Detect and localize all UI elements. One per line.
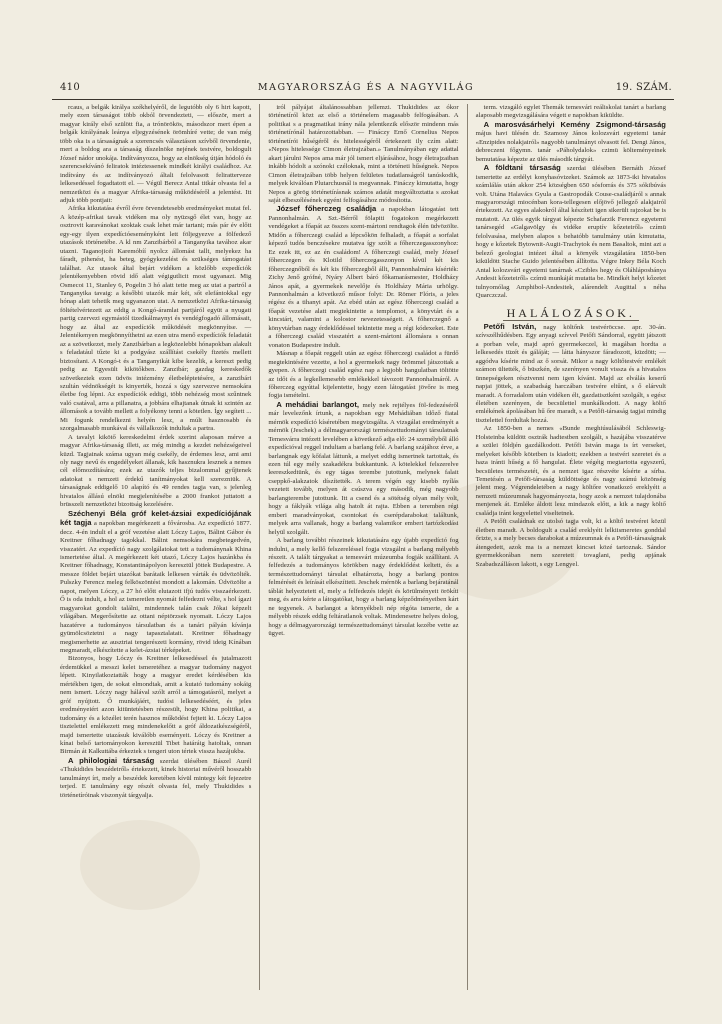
paragraph-text: nagy költőnk testvéröccse. apr. 30-án. szívszélhűdésben. Egy anyagi szívvel Petőfi Sándorral, együtt játszott a porban vele, majd apró gyermekeczel, ki magában hordta a lelkesedés tüzét és gáláját; — látta hányszor fáradozott, küzdött; — aggódva kísérte mind az ő sorsát. Mikor a nagy költőtestvér emlékét számon ültették, ő büszkén, de szerényen vonult vissza és a hivatalos ünnepségeken résztvenni nem igen kívánt. Majd az elválás keserű napjai jöttek, a szabadság harczában testvére eltűnt, s ő elárvult maradt. A forradalom után vidéken élt, gazdatisztként szolgált, s egész életében szerényen, de becsülettel munkálkodott. A nagy költő emlékének ápolásában hű őre maradt, s a Petőfi-társaság tagjai mindig tisztelettel fordultak hozzá.: [475, 323, 666, 424]
journal-title: MAGYARORSZÁG ÉS A NAGYVILÁG: [257, 82, 475, 93]
paragraph-text: A Petőfi családnak ez utolsó tagja volt, ki a költő testvérei közül életben maradt. A boldogult a család ereklyéit lelkiismeretes gonddal őrizte, s a mely becses darabokat a múzeumnak és a Petőfi-társaságnak átengedett, azok ma is a nemzet kincsei közé tartoznak. Sándor gyermekkorában nem szeretett tovaglani, pedig apjának Szabadszálláson lakott, s egy Lengyel.: [475, 518, 666, 568]
paragraph-text: rcaus, a belgák királya székhelyéről, de legutóbb oly 6 hirt kapott, mely ezen társaságot több okból örvendezteti, — először, mert a magyar király első szülött fia, a trónörökös, másodszor mert épen a belgák királyának leánya eljegyzésének örömhíré vette; de van még több oka is a társaságnak a szerencsés választáson szívből örvendenie, mert a boldog ara a társaság díszelnöke nejének testvére, boldogult József nádor unokája. Indítványozza, hogy az elnökség útján hódoló és szerencsekívánó feliratok intéztessenek mindkét királyi családhoz. Az indítvány és az indítványozó általi felolvasott feliratterveze lelkesedéssel fogadtatott el. — Végül Berecz Antal titkár olvasta fel a nemzetközi és a magyar Afrika-társaság működéséről a jelentést. Itt adjuk több pontjait:: [60, 104, 252, 204]
paragraph-text: Afrika kikutatása évről évre örvendetesebb eredményeket mutat fel. A közép-afrikai tavak vidéken ma oly nyüzsgő élet van, hogy az osztrovit karavánokat szoktak csak lehet már tartani; más pár év előtt egy-egy ilyen expedícióeseményként lett följegyezve a fölfedező utazások történetébe. A kl nm Zanzibárból a Tanganyika tavához akar utazni. Taganojicéi Karemóbíí nyolcz állomást tallt, melyekez ha fáradt, pihenést, ha beteg, gyógykezelést és szükséges támogatást találhat. Az utasok által bejárt vidéken a közlőbb expedíciók jelentékenyebben rövid idő alatt végigutlicit most ugyanazt. Mig Osmecoi 11, Stanley 6, Pogelin 3 hó alatt tette meg az utat a partról a Tanganyika tavaig: a későbbi utazók már két, sőt elefántokkal egy hónap alatt tehetik meg ugyanazon utat. A nemzetközi Afrika-társaság föltételvértezett az eddig a Kongó-áramlat partjáról együt a nyugati partig czervezi egymástól tizedkálmaynyi és vendégfogadó állomásait, hogy az által az expedíciók működését megkönnyítse. — Jelentékenyen megkönnyíthetni az ezen utra menő expedíciók feladatát az a szövetkezet, mely Zanzibárban a legközelebbi hónapokban alakult s feladatául tűzte ki a podgyász szállítást csekély fizetés mellett biztosítani. A Kongó-t és a Tanganyikát kibe kezelik, a kereszt pedig pedig az Egyesült kikötőkben. Zanzibár; gazdag kereskedők szövetkeztek ezen üdvös intézmény életbeléptetésére, a zanzibári szultán védnökségét is kinyerték, hozzá s úgy szervezve nemsokára életbe fog lépni. Az expedíciók eddigi, több nehézség most szűntnek való csatával, arra a pillanatra, a jobbára elhajtanak útnak ki szintén az állomások a tovább mellett a folyékony tenni a kötetlen. Így segített ... Mi fogunk rendelkezni helyén lesz, a múlt hasznosabb és szorgalmasabb munkával és vállalkozók indultak a partra.: [60, 205, 252, 433]
article-paragraph: [60, 104, 251, 205]
column-1: [52, 104, 259, 990]
article-paragraph: [60, 655, 251, 756]
article-subheading: A marosvásárhelyi Kemény Zsigmond-társaság: [483, 119, 666, 129]
section-heading: [476, 306, 666, 321]
article-paragraph: [476, 164, 666, 300]
article-paragraph: [476, 121, 666, 164]
article-paragraph: [268, 537, 458, 638]
article-paragraph: [476, 518, 666, 569]
paragraph-text: a napokban látogatást tett Pannonhalmán. A Szt.-Bérről fölapiti fogatokon megérkezett vendégeket a főapát az összes szent-mártoni rendtagok élén üdvözölte. Midőn a főherczegi család a lépcsőkön felhaladt, a főapát a sorfalat képező tudós benczésekre mutatva így szólt a főherczegasszonyhoz: Ez ezek itt, ez az én családom! A főherczegi család, mely József főherczegen és Klotild főherczegasszonyon kívül két kis főherczegnőből és két kis főherczegből állt, Pannonhalmára kísérték: Zichy Jenő grófné, Nyáry Albert báró főkamarásmester, Holdházy János apát, a gyermekek nevelője és Holdházy Mária urhölgy. Pannonhalmán a következő műsor folyt: Dr. Römer Flóris, a jeles régész és a tihanyi apát. Az ebéd után az egész főherczegi család a főapát vezetése alatt megtekintette a templomot, a könyvtárt és a kincstárt, valamint a kolostor nevezetességeit. A főherczegnő a könyvtárban nagy érdeklődéssel tekintette meg a régi kódexeket. Este a főherczegi család visszatért a szent-mártoni állomásra s onnan vonaton Budapestre indult.: [268, 206, 459, 349]
article-subheading: Petőfi István,: [483, 321, 537, 331]
article-subheading: A philologiai társaság: [68, 755, 155, 765]
header-rule: [52, 99, 674, 100]
article-columns: [52, 104, 674, 990]
paragraph-text: Bizonyos, hogy Lóczy és Kreitner lelkesedéssel és jutalmazott érdemükkel a messzi kelet ismeretéhez a magyar tudomány nagyot lépett. Kinyilatkoztatták hogy a magyar eredet kérdésében kis mértékben igen, de sokat elmondtak, amit a kutató tudomány sokáig nem ismert. Lóczy nagy hálával szólt arról a támogatásról, melyet a gróf nyújtott. Ő munkájáért, tudósi lelkesedéséért, és jeles eredményeiért azon kitüntetésben részesült, hogy Khina politikai, a tudomány és a közélet terén hasznos működést fejtett ki. Lóczy Lajos tisztelettel emlékezett meg mindenekelőtt a gróf áldozatkészségéről, majd ismertette utazásuk kiválóbb eseményeit. Lóczy és Kreitner a kínai belső tartományokon keresztül Tibet határáig hatoltak, onnan Birmán át Kalkuttába érkeztek s tengeri uton tértek vissza hazájukba.: [60, 655, 252, 756]
article-paragraph: [60, 757, 251, 800]
paragraph-text: A barlang további részeinek kikutatására egy újabb expedíció fog indulni, a mely kellő felszereléssel fogja vizsgálni a barlang mélyebb részeit. A talált tárgyakat a temesvári múzeumba fogják szállítani. A felfedezés a tudományos körökben nagy érdeklődést keltett, és a természettudományi társulat elhatározta, hogy a barlang pontos felmérését és leírását elkészítteti. Jeschek mérnök a barlang bejáratánál táblát helyeztetett el, mely a felfedezés idejét és körülményeit örökíti meg, és arra kérte a látogatókat, hogy a barlang képződményeiben kárt ne tegyenek. A barlangot a környékbeli nép régóta ismerte, de a mélyebb részek eddig feltáratlanok voltak. Mindenesetre helyes dolog, hogy a délmagyarországi természettudományi társulat kezébe vette az ügyet.: [268, 537, 459, 638]
section-heading-text: HALÁLOZÁSOK.: [503, 306, 639, 321]
article-paragraph: [60, 205, 251, 433]
article-paragraph: [268, 401, 458, 537]
paragraph-text: szerdai ülésében Bászel Aurél «Thukidides beszédeiről» értekezett, kinek historiai művéről hosszabb tanulmányt írt, mely a beszédek keretében kívül mintegy két fejezetre terjed. E tanulmány egy részét olvasta fel, mely Thukidides s történetíróinak viszonyát tárgyalja.: [60, 757, 252, 799]
article-subheading: Széchenyi Béla gróf kelet-ázsiai expedíciójának két tagja: [60, 508, 252, 528]
page-number: 410: [60, 82, 80, 93]
issue-number: 19. SZÁM.: [615, 82, 672, 93]
paragraph-text: Másnap a főapát reggeli után az egész főherczegi családot a fürdő megtekintésére vezette, a hol a gyermekek nagy örömmel játszottak a gyepen. A főherczegi család egész nap a legjobb hangulatban töltötte az időt és a legkellemesebb emlékekkel távozott Pannonhalmáról. A főherczeg egyúttal kijelentette, hogy ezen látogatást jövőre is meg fogja ismételni.: [268, 350, 459, 400]
column-3: [467, 104, 674, 990]
article-paragraph: [476, 425, 666, 518]
article-paragraph: [60, 434, 251, 510]
article-paragraph: [476, 323, 666, 425]
paragraph-text: szerdai ülésében Bernáth József ismertette az erdélyi konyhasóvizeket. Számok az 1873-iki hivatalos számlálás után akkor 254 községben 650 sósforrás és 375 sókibúvás volt. Utána Halavács Gyula a Gastropodák Couse-családjáról s annak magyarországi miocénban kora-tellegesen előjövő jellegző alakjairól értekezett. Az egyes alakokról által készített igen sikerült rajzokat be is mutatott. Az ülés egyik tárgyat képezte Schafarzik Ferencz egyetemi tanársegéd «Galgavölgy és vidéke eruptív kőzeteiről» czímü felolvasása, melyben alapos s behatóbb tanulmány után kimutatta, hogy e kőzetek Bytownit-Augit-Trachytok és nem Basaltok, mint azt a belező geologiai intézet által a környék vizsgálatára 1850-ben kiküldött Stache Guido jelentésében állította. Végre Inkey Béla Koch Antal kolozsvári egyetemi tanárnak «Czibles hegy és Oláhláposbánya Andesit kőzeteiről» czímü munkáját mutatta be. Mindkét helyi kőzetet tulnyomólag Amphibol-Andesitek, alárendelt Augittal s néha Quarczczal.: [475, 165, 666, 299]
paragraph-text: iról pályájat általánossabban jellemzi. Thukidides az ókor történetíról közt az első a történelem magasabb felfogásában. A politikai s a pragmatikai irány nála jelentkezik először mindenn más történetírónál határozottabban. — Fináczy Ernő Cornelius Nepos történetírói hűségéről és hitelességéről értekezett ily czím alatt: «Nepos hitelessége Cimon életrajzában.» Tanulmányában egy adattal akart járulni Nepos ama már jól ismert eljárásához, hogy életrajzaiban inkább hódolt a szónoki czéloknak, mint a történeti hűségnek. Nepos Cimon életrajzában több helyen felületes tudatlanságról tanúskodik, melyek kiválóan Plutarchusnál is megvannak. Fináczy kimutatta, hogy Nepos a görög történetírásnak számos adatát megváltoztatta s azokat saját elbeszélésének egyéni felfogásához módosította.: [268, 104, 459, 204]
column-2: [259, 104, 466, 990]
paragraph-text: A tavalyi kikötő kereskedelmi érdek szerint alaposan mérve a magyar Afrika-társaság illeti, az még mindig a kezdet nehézségeivel küzd. Tagjainak száma ugyan még csekély, de érdemes lesz, ami ami oly nagy nevű és engedélyeket állanak, kik hasznukra lesznek a nemes cél előmozdítására; ezek az utazók teljes bizalommal gyűjtenek adatokat s nemzeti érdekű tanítmányokat kell szerezniük. A társaságnak eddigelő 10 alapító és 49 rendes tagja van, s jelenleg hivatalos állású elnöki megjelenítésébe a 2000 frankot juttatott a brüsszeli nemzetközi bizottság kezelésére.: [60, 433, 252, 509]
article-paragraph: [476, 104, 666, 121]
paragraph-text: Az 1850-ben a nemes «Bunde meghiúsulásából Schleswig-Holsteinba küldött osztrák hadtestben szolgált, s hazájába visszatérve a szülei földjén gazdálkodott. Petőfi István maga is írt verseket, melyeket később kötetben is kiadott; ezekben a testvéri szeretet és a haza iránti hűség a fő hangulat. Élete végéig megtartotta egyszerű, becsületes természetét, és a nemzet igaz részvéte kísérte a sírba. Temetésén a Petőfi-társaság küldöttsége és nagy számú közönség jelent meg. Végrendeletében a nagy költőre vonatkozó ereklyéit a nemzeti múzeumnak hagyományozta, hogy azok a nemzet tulajdonába menjenek át. Emléke áldott lesz mindazok előtt, a kik a nagy költő családja iránt kegyelettel viseltetnek.: [475, 425, 666, 517]
page-header: [60, 82, 672, 96]
paragraph-text: mely nek rejtélyes föl-fedezéséről már levelezőnk írtunk, a napokban egy Mehádiában időző fiatal mérnök expedíció kíséretében megvizsgálta. A vizsgálat eredményét a mérnök (Jeschek) a délmagyarországi természettudományi társulatnak Temesvárra intézett levelében a következő adja elő: 24 személyből álló expedícióval reggel indultam a barlang felé. A barlang szájához érve, a barlangnak egy kőfalat láttunk, a melyet eddig ismertnek tartottak, és ezen túl egy mély szakadékra bukkantunk. A kötelekkel felszerelve leereszkedtünk, és egy tágas terembe jutottunk, melynek falait cseppkő-alakzatok díszítették. A terem végén egy kisebb nyílás vezetett tovább, melyen át csúszva egy második, még nagyobb barlangterembe jutottunk. Itt a csend és a sötétség olyan mély volt, hogy a fáklyák világa alig hatolt át rajta. Ebben a teremben régi emberi maradványokat, csontokat és cserépdarabokat találtunk, melyek arra vallanak, hogy a barlang valamikor emberi tartózkodási helyül szolgált.: [268, 401, 459, 536]
paragraph-text: a napokban megérkezett a fővárosba. Az expedíció 1877. decz. 4-én indult el a gróf vezetése alatt Lóczy Lajos, Bálint Gábor és Kreitner főhadnagy tagokkal. Bálint nemsokára megbetegedvén, visszatért. Az expedíció nagy szolgálatokat tett a tudománynak Khina ismertetése által. A megérkezett két utazó, Lóczy Lajos hazánkba és Kreitner főhadnagy, Konstantinápolyon keresztül jöttek Budapestre. A messze földet bejárt utazókat barátaik lelkesen várták és üdvözölték. Pulszky Ferencz meleg felköszöntést mondott a lakomán. Üdvözölte a napot, melyen Lóczy, a 27 hó előtt elutazott ifjú tudós visszaérkezett. Ő is oda indult, a hol az ismeretlen nyomát felfedezni vélte, s hol ígazi magyarokat gondolt találni, mindennek talán csak Jókai képzelt világában. Megerősítette az ottani néptörzsek nyomait. Lóczy Lajos hazatérve a tudományos társulatban és a tanári pályán kívánja gyümölcsöztetni a nagy tapasztalatait. Kreitner főhadnagy megismerhette az ausztriai tengerészeti kormány, rövid ideig Kínában megmaradt, elkészítette a kelet-ázsiai térképeket.: [60, 520, 252, 654]
paragraph-text: term. vizsgáló egylet Themák temesvári reáliskolai tanárt a barlang alaposabb megvizsgálására végett e napokban kiküldte.: [475, 104, 666, 120]
article-paragraph: [268, 350, 458, 401]
article-paragraph: [268, 104, 458, 205]
article-paragraph: [268, 205, 458, 350]
article-subheading: A földtani társaság: [483, 163, 561, 173]
article-subheading: A mehádiai barlangot,: [276, 399, 359, 409]
paragraph-text: május havi ülésén dr. Szamosy János kolozsvári egyetemi tanár «Enzipides nolakjairól» nagyobb tanulmányt olvasott fel. Dengi János, debreczeni főgymn. tanár «Páholydalok» czimü költeményeinek bemutatása képezte az ülés második tárgyát.: [475, 130, 666, 163]
article-paragraph: [60, 510, 251, 656]
article-subheading: József főherczeg családja: [276, 204, 377, 214]
